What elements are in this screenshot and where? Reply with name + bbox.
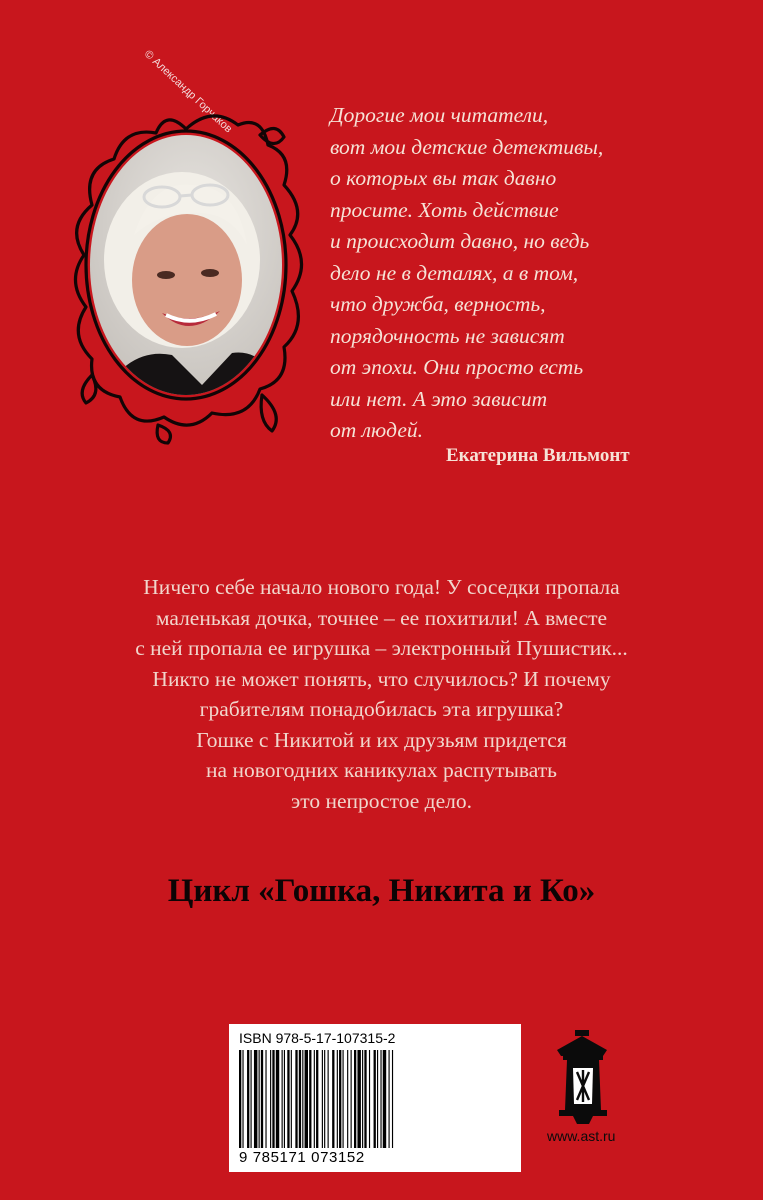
author-name: Екатерина Вильмонт: [446, 445, 630, 466]
blurb-line: на новогодних каникулах распутывать: [206, 758, 557, 782]
author-quote: [330, 100, 730, 447]
blurb-line: Гошке с Никитой и их друзьям придется: [196, 727, 567, 752]
barcode-box: [229, 1024, 521, 1172]
series-title: Цикл «Гошка, Никита и Ко»: [167, 873, 596, 909]
quote-line: вот мои детские детективы,: [330, 134, 604, 159]
blurb-line: с ней пропала ее игрушка – электронный Пушистик...: [135, 636, 628, 660]
isbn-label: ISBN 978-5-17-107315-2: [239, 1030, 396, 1046]
quote-line: или нет. А это зависит: [330, 386, 548, 411]
publisher-site: www.ast.ru: [547, 1128, 616, 1144]
blurb-line: Ничего себе начало нового года! У соседки пропала: [143, 575, 620, 599]
quote-line: Дорогие мои читатели,: [330, 103, 549, 127]
barcode-icon: [239, 1050, 511, 1148]
photo-credit: © Александр Горчаков: [141, 48, 235, 136]
quote-line: о которых вы так давно: [330, 166, 557, 190]
author-portrait: [62, 85, 322, 445]
book-blurb: [0, 572, 763, 816]
barcode-digits: 9 785171 073152: [239, 1149, 365, 1166]
blurb-line: это непростое дело.: [291, 788, 472, 813]
publisher-lantern-logo: [523, 1024, 640, 1172]
quote-line: порядочность не зависят: [330, 323, 565, 348]
quote-line: от людей.: [330, 418, 423, 442]
quote-line: от эпохи. Они просто есть: [330, 355, 584, 379]
quote-line: дело не в деталях, а в том,: [330, 260, 579, 285]
quote-line: что дружба, верность,: [330, 292, 546, 316]
blurb-line: маленькая дочка, точнее – ее похитили! А вместе: [155, 605, 608, 630]
blurb-line: грабителям понадобилась эта игрушка?: [199, 697, 564, 721]
blurb-line: Никто не может понять, что случилось? И почему: [152, 666, 611, 691]
quote-line: и происходит давно, но ведь: [330, 229, 590, 253]
quote-line: просите. Хоть действие: [330, 197, 559, 222]
